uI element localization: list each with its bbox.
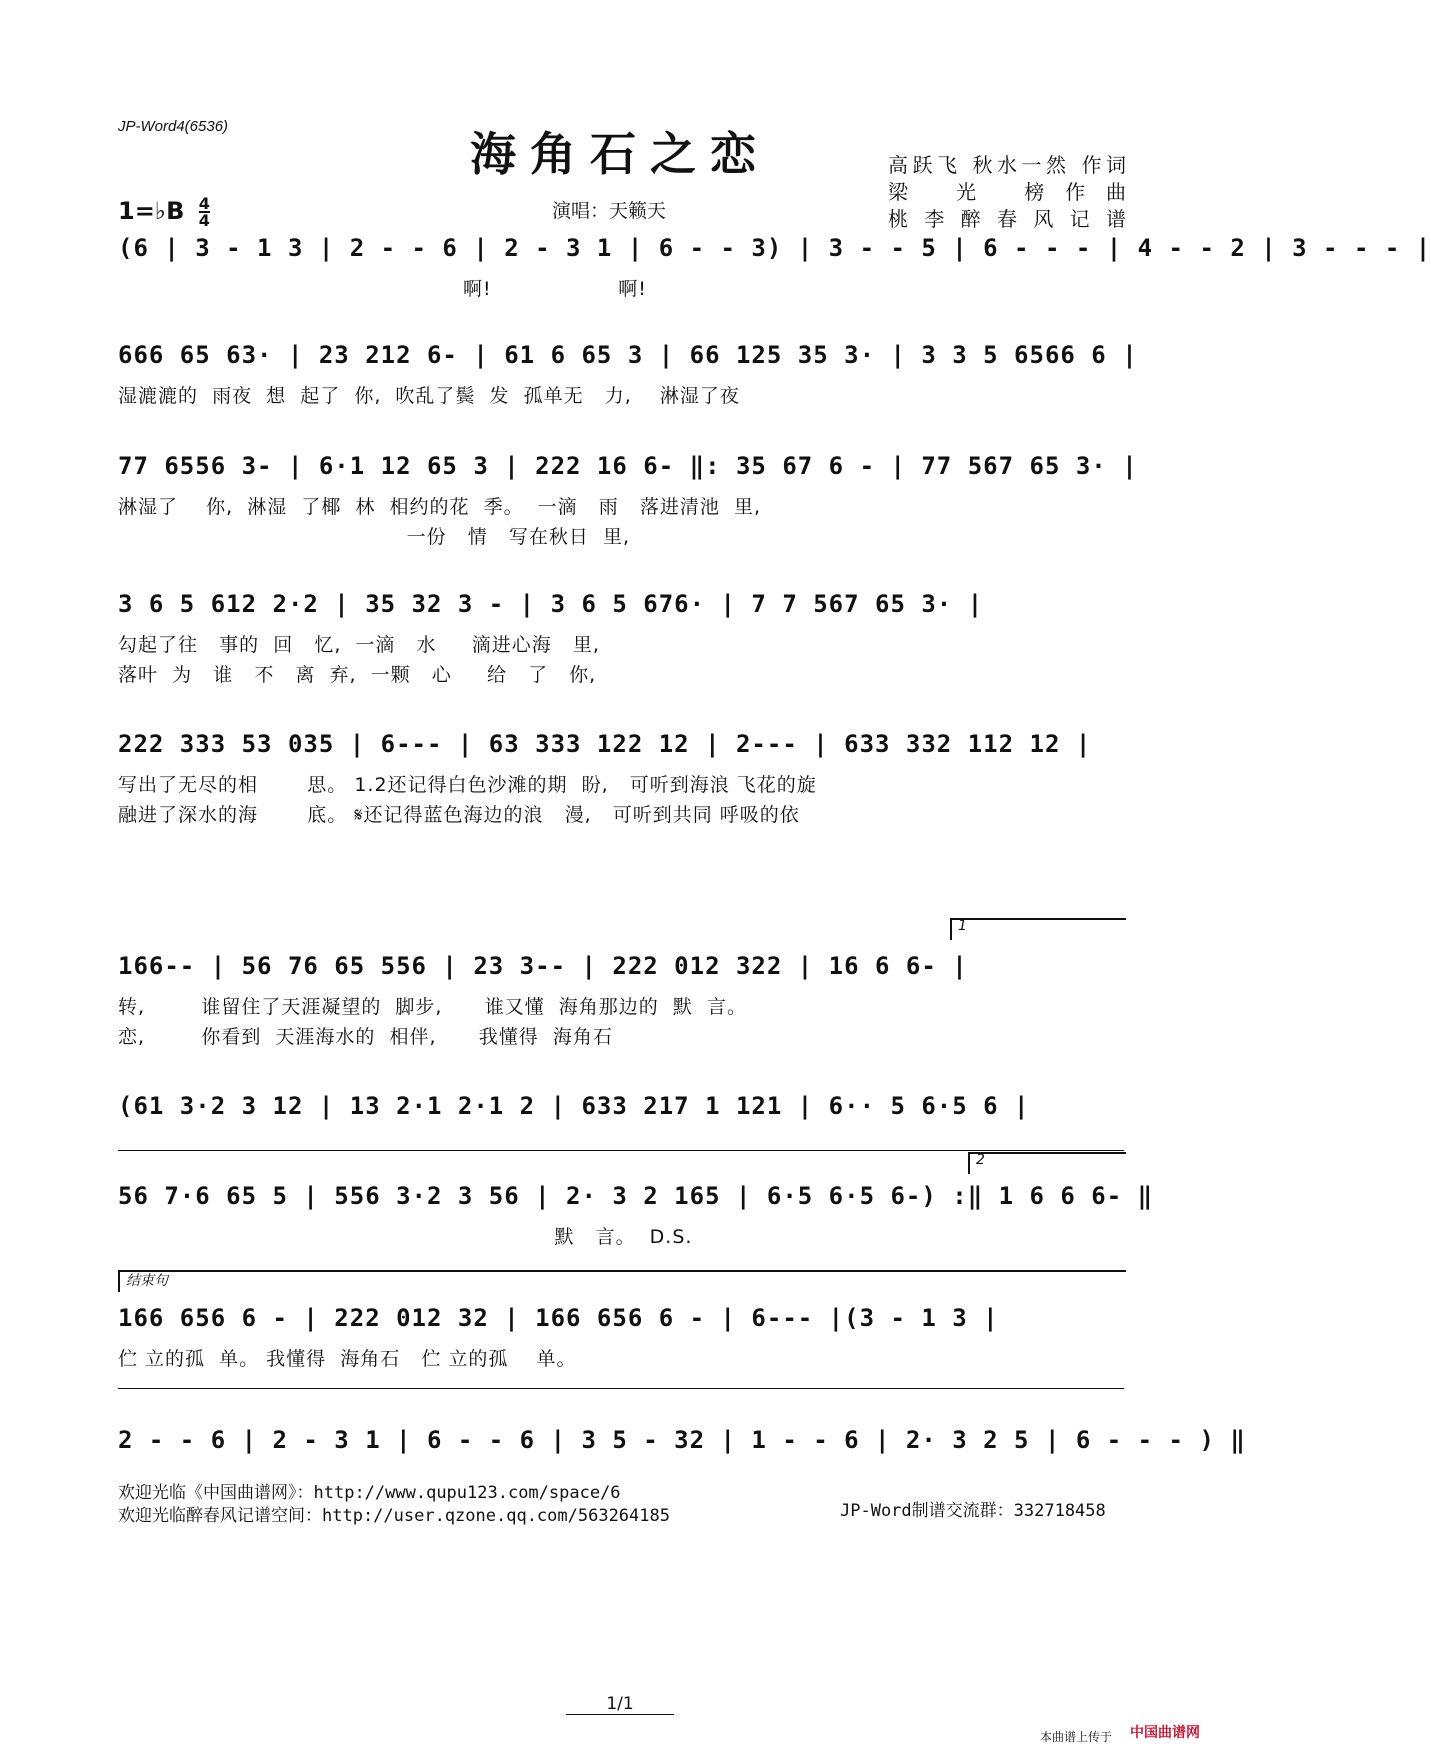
- notation-line: 2 - - 6 | 2 - 3 1 | 6 - - 6 | 3 5 - 32 | 1 - - 6 | 2· 3 2 5 | 6 - - - ) ‖: [118, 1426, 1246, 1454]
- singer: 演唱：天籁天: [552, 200, 667, 222]
- lyric-line-1: 湿漉漉的 雨夜 想 起了 你, 吹乱了鬓 发 孤单无 力, 淋湿了夜: [118, 385, 740, 407]
- page-number: [0, 1694, 1240, 1714]
- time-top: 4: [198, 194, 210, 213]
- lyric-line-1: 勾起了往 事的 回 忆, 一滴 水 滴进心海 里,: [118, 634, 600, 656]
- footer-links: [118, 1482, 670, 1528]
- lyric-line-2: 落叶 为 谁 不 离 弃, 一颗 心 给 了 你,: [118, 664, 597, 686]
- second-ending-bracket: [968, 1152, 1126, 1174]
- bracket-line: [118, 1150, 1124, 1151]
- time-signature: [199, 196, 210, 228]
- lyric-line-1: 伫 立的孤 单。 我懂得 海角石 伫 立的孤 单。: [118, 1348, 577, 1370]
- lyric-line-1: 写出了无尽的相 思。 1.2还记得白色沙滩的期 盼, 可听到海浪 飞花的旋: [118, 774, 817, 796]
- song-title: 海角石之恋: [470, 127, 770, 181]
- footer-link-1[interactable]: 欢迎光临《中国曲谱网》：http://www.qupu123.com/space/6: [118, 1483, 621, 1503]
- notation-line: 166-- | 56 76 65 556 | 23 3-- | 222 012 322 | 16 6 6- |: [118, 952, 968, 980]
- credits: [888, 152, 1128, 233]
- bracket-line: [118, 1388, 1124, 1389]
- coda-label: 结束句: [126, 1273, 168, 1289]
- group-info: JP-Word制谱交流群：332718458: [840, 1501, 1106, 1521]
- page-number-text: 1/1: [566, 1694, 673, 1715]
- lyricist-credit: 高跃飞 秋水一然 作词: [888, 153, 1128, 177]
- lyric-line-2: 一份 情 写在秋日 里,: [118, 526, 630, 548]
- lyric-line-1: 啊! 啊!: [118, 278, 647, 300]
- second-ending-label: 2: [976, 1152, 985, 1168]
- first-ending-bracket: [950, 918, 1126, 940]
- lyric-line-1: 转, 谁留住了天涯凝望的 脚步, 谁又懂 海角那边的 默 言。: [118, 996, 747, 1018]
- notation-line: 3 6 5 612 2·2 | 35 32 3 - | 3 6 5 676· | 7 7 567 65 3· |: [118, 590, 984, 618]
- first-ending-label: 1: [958, 918, 967, 934]
- site-logo[interactable]: 中国曲谱网: [1130, 1725, 1200, 1741]
- notation-line: 222 333 53 035 | 6--- | 63 333 122 12 | 2--- | 633 332 112 12 |: [118, 730, 1092, 758]
- key-signature: [118, 196, 210, 228]
- uploaded-label: 本曲谱上传于: [1040, 1730, 1113, 1744]
- notation-line: (6 | 3 - 1 3 | 2 - - 6 | 2 - 3 1 | 6 - - 3) | 3 - - 5 | 6 - - - | 4 - - 2 | 3 - - - |: [118, 234, 1431, 262]
- composer-credit: 梁 光 榜作曲: [888, 180, 1128, 204]
- notation-line: 166 656 6 - | 222 012 32 | 166 656 6 - | 6--- |(3 - 1 3 |: [118, 1304, 999, 1332]
- notation-line: 77 6556 3- | 6·1 12 65 3 | 222 16 6- ‖: 35 67 6 - | 77 567 65 3· |: [118, 452, 1138, 480]
- notation-line: 56 7·6 65 5 | 556 3·2 3 56 | 2· 3 2 165 | 6·5 6·5 6-) :‖ 1 6 6 6- ‖: [118, 1182, 1154, 1210]
- notation-line: (61 3·2 3 12 | 13 2·1 2·1 2 | 633 217 1 121 | 6·· 5 6·5 6 |: [118, 1092, 1030, 1120]
- lyric-line-1: 淋湿了 你, 淋湿 了椰 林 相约的花 季。 一滴 雨 落进清池 里,: [118, 496, 762, 518]
- lyric-line-2: 恋, 你看到 天涯海水的 相伴, 我懂得 海角石: [118, 1026, 613, 1048]
- coda-bracket: [118, 1270, 1126, 1292]
- footer-link-2[interactable]: 欢迎光临醉春风记谱空间：http://user.qzone.qq.com/563264185: [118, 1506, 670, 1526]
- lyric-line-1: 默 言。 D.S.: [118, 1226, 693, 1248]
- key-label: 1=♭B: [118, 197, 185, 225]
- notation-line: 666 65 63· | 23 212 6- | 61 6 65 3 | 66 125 35 3· | 3 3 5 6566 6 |: [118, 341, 1138, 369]
- lyric-line-2: 融进了深水的海 底。 𝄋还记得蓝色海边的浪 漫, 可听到共同 呼吸的依: [118, 804, 800, 826]
- time-bottom: 4: [198, 211, 210, 230]
- transcriber-credit: 桃李醉春风记谱: [888, 207, 1128, 231]
- software-label: JP-Word4(6536): [118, 118, 229, 135]
